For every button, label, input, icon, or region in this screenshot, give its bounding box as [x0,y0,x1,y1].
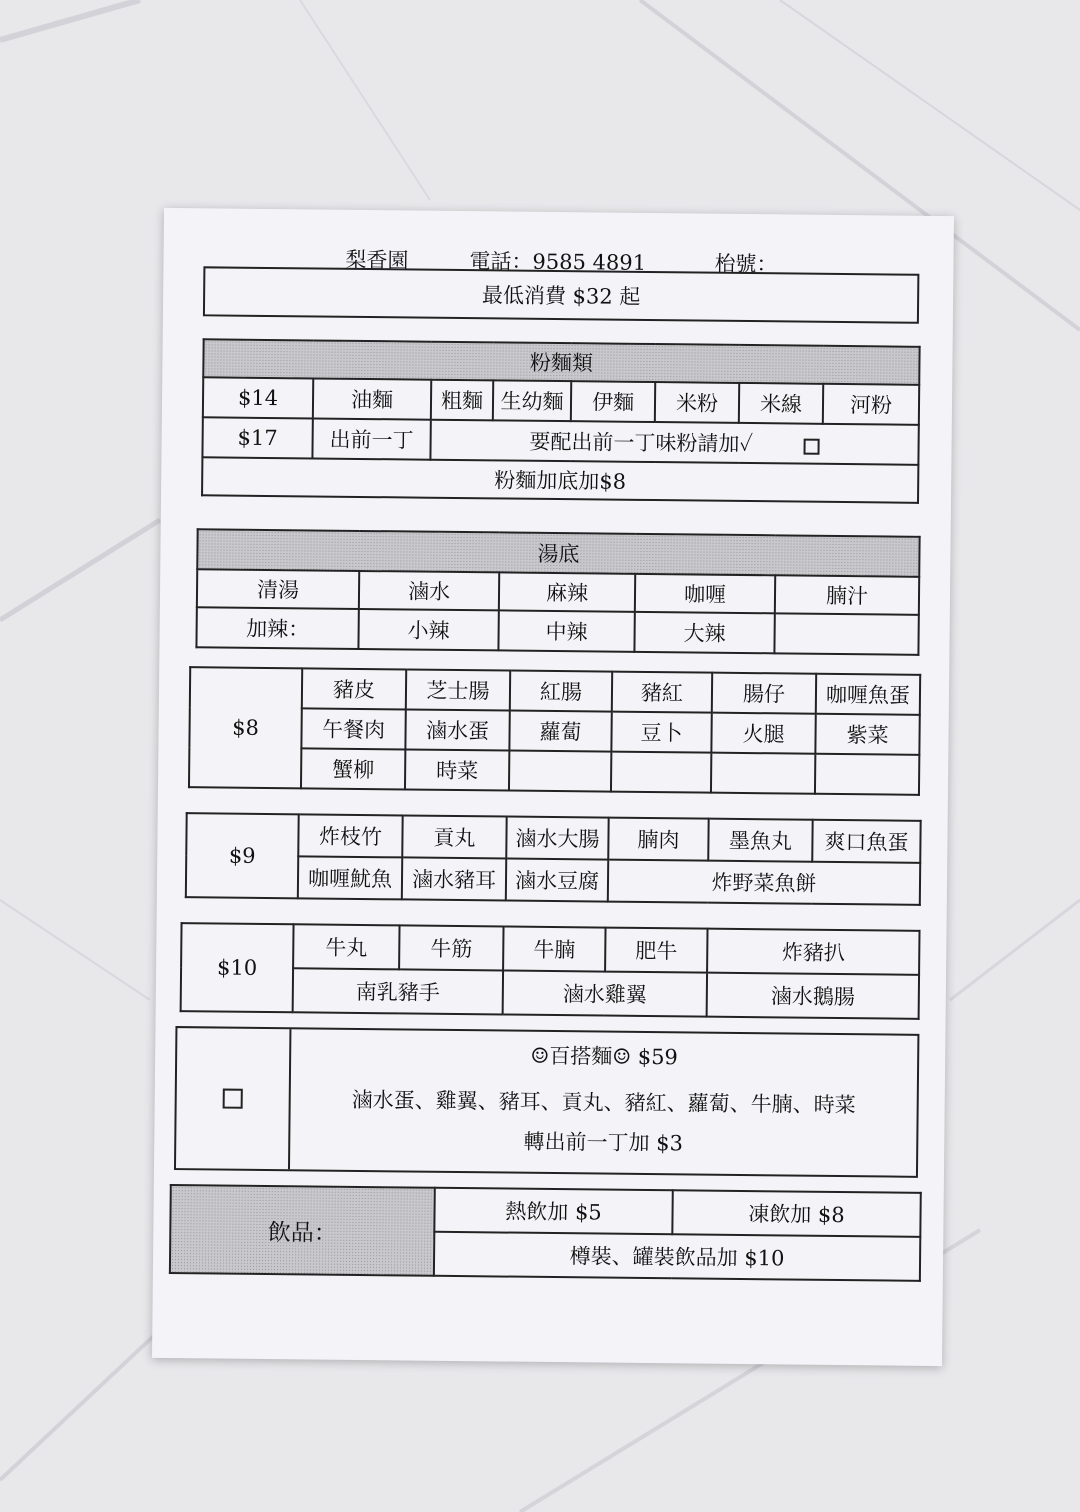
instant-seasoning-checkbox[interactable] [804,438,820,454]
drink-option-cold[interactable]: 凍飲加 $8 [672,1190,920,1237]
spicy-label: 加辣： [196,607,358,649]
topping-option[interactable]: 炸枝竹 [298,814,402,857]
topping-option[interactable]: 午餐肉 [301,708,405,749]
soup-base-table [195,528,920,656]
combo-checkbox[interactable] [223,1089,243,1109]
toppings-9-table [185,812,922,906]
topping-empty [711,753,815,794]
topping-option[interactable]: 爽口魚蛋 [812,820,920,863]
noodles-table [201,338,921,504]
topping-option[interactable]: 腸仔 [712,673,816,714]
noodle-option[interactable]: 河粉 [823,384,919,425]
noodles-section-header: 粉麵類 [203,339,919,384]
noodles-price-14: $14 [203,377,313,418]
topping-option[interactable]: 炸豬扒 [707,929,919,975]
combo-upgrade-note: 轉出前一丁加 $3 [523,1129,684,1156]
topping-option[interactable]: 豬皮 [302,668,406,709]
combo-items: 滷水蛋、雞翼、豬耳、貢丸、豬紅、蘿蔔、牛腩、時菜 [351,1087,856,1118]
shop-name: 梨香園 [345,247,409,273]
instant-seasoning-row [430,420,918,465]
phone-label: 電話： [469,249,533,274]
table-number-label: 枱號： [714,251,778,277]
soup-option[interactable]: 麻辣 [499,572,635,611]
topping-option[interactable]: 滷水蛋 [405,709,509,750]
soup-option[interactable]: 滷水 [359,571,499,610]
noodles-price-17: $17 [202,417,312,458]
topping-option[interactable]: 炸野菜魚餅 [608,860,920,905]
combo-title: ☺百搭麵☺ $59 [530,1043,679,1070]
topping-option[interactable]: 紫菜 [815,714,919,755]
topping-option[interactable]: 牛腩 [503,926,605,971]
drinks-table [169,1184,922,1282]
topping-option[interactable]: 蟹柳 [301,748,405,789]
minimum-spend-text: 最低消費 $32 起 [481,283,641,309]
topping-option[interactable]: 牛筋 [399,925,503,970]
topping-option[interactable]: 南乳豬手 [293,968,503,1014]
topping-option[interactable]: 紅腸 [510,671,612,712]
topping-option[interactable]: 貢丸 [402,815,506,858]
noodles-extra-portion: 粉麵加底加$8 [202,457,918,502]
menu-sheet [152,208,954,1366]
topping-option[interactable]: 滷水雞翼 [503,970,707,1016]
spicy-option-empty [774,613,918,655]
topping-empty [509,751,611,792]
drinks-label: 飲品： [170,1185,435,1276]
noodle-option[interactable]: 米粉 [655,382,739,423]
topping-option[interactable]: 墨魚丸 [708,819,812,862]
topping-option[interactable]: 滷水大腸 [506,817,608,860]
soup-option[interactable]: 腩汁 [775,575,919,615]
noodle-option-instant[interactable]: 出前一丁 [312,418,430,459]
drink-option-hot[interactable]: 熱飲加 $5 [434,1188,672,1234]
toppings-10-table [180,922,921,1020]
topping-option[interactable]: 火腿 [711,713,815,754]
topping-option[interactable]: 腩肉 [608,818,708,861]
topping-option[interactable]: 時菜 [405,749,509,790]
topping-option[interactable]: 咖喱魷魚 [298,856,402,899]
noodle-option[interactable]: 米線 [739,383,823,424]
topping-option[interactable]: 蘿蔔 [509,711,611,752]
instant-seasoning-note: 要配出前一丁味粉請加✓ [529,429,754,457]
topping-option[interactable]: 滷水豆腐 [506,859,608,902]
combo-box [174,1026,919,1178]
soup-section-header: 湯底 [197,529,919,577]
phone-value: 9585 4891 [532,249,647,275]
topping-option[interactable]: 豆卜 [611,712,711,753]
combo-checkbox-cell [176,1028,291,1169]
soup-option[interactable]: 咖喱 [635,574,775,613]
spicy-option[interactable]: 小辣 [358,609,498,650]
noodle-option[interactable]: 生幼麵 [493,380,571,421]
topping-empty [611,752,711,793]
toppings-8-table [188,666,921,796]
soup-option[interactable]: 清湯 [197,569,359,609]
topping-option[interactable]: 肥牛 [605,928,707,973]
spicy-option[interactable]: 大辣 [634,612,774,653]
drink-option-bottled[interactable]: 樽裝、罐裝飲品加 $10 [434,1232,920,1281]
topping-empty [815,754,919,795]
topping-option[interactable]: 牛丸 [293,924,399,969]
toppings-10-price: $10 [181,923,294,1012]
topping-option[interactable]: 豬紅 [612,672,712,713]
minimum-spend-box [203,266,919,323]
toppings-9-price: $9 [186,813,299,898]
topping-option[interactable]: 滷水豬耳 [402,857,506,900]
noodle-option[interactable]: 伊麵 [571,381,655,422]
topping-option[interactable]: 咖喱魚蛋 [816,674,920,715]
topping-option[interactable]: 滷水鵝腸 [707,973,919,1019]
combo-content [290,1029,917,1176]
topping-option[interactable]: 芝士腸 [406,669,510,710]
spicy-option[interactable]: 中辣 [498,610,634,651]
noodle-option[interactable]: 粗麵 [431,380,493,421]
noodle-option[interactable]: 油麵 [313,378,431,419]
toppings-8-price: $8 [189,667,302,788]
